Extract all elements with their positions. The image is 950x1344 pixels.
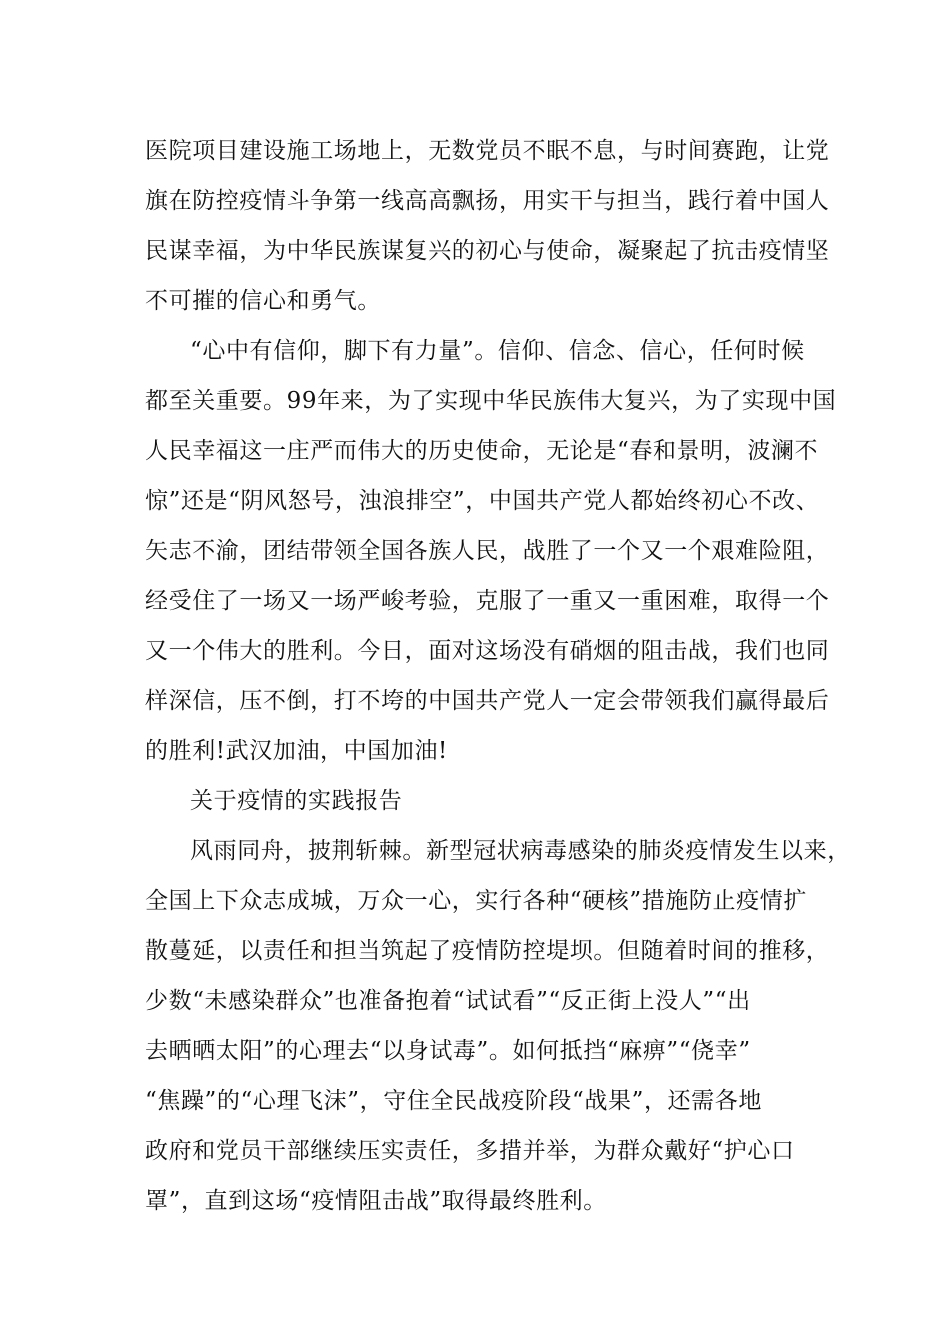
text-line-7: 人民幸福这一庄严而伟大的历史使命，无论是“春和景明，波澜不	[145, 438, 819, 464]
text-line-3: 民谋幸福，为中华民族谋复兴的初心与使命，凝聚起了抗击疫情坚	[145, 238, 830, 264]
paragraph-start-line-5: “心中有信仰，脚下有力量”。信仰、信念、信心，任何时候	[190, 338, 805, 364]
text-line-11: 又一个伟大的胜利。今日，面对这场没有硝烟的阻击战，我们也同	[145, 638, 830, 664]
text-line-20: “焦躁”的“心理飞沫”，守住全民战疫阶段“战果”，还需各地	[145, 1088, 762, 1114]
text-line-21: 政府和党员干部继续压实责任，多措并举，为群众戴好“护心口	[145, 1138, 795, 1164]
section-title: 关于疫情的实践报告	[190, 788, 403, 814]
paragraph-start-line-15: 风雨同舟，披荆斩棘。新型冠状病毒感染的肺炎疫情发生以来，	[190, 838, 851, 864]
text-line-22: 罩”，直到这场“疫情阻击战”取得最终胜利。	[145, 1188, 607, 1214]
text-line-19: 去晒晒太阳”的心理去“以身试毒”。如何抵挡“麻痹”“侥幸”	[145, 1038, 751, 1064]
text-line-6: 都至关重要。99年来，为了实现中华民族伟大复兴，为了实现中国	[145, 388, 837, 414]
text-line-16: 全国上下众志成城，万众一心，实行各种“硬核”措施防止疫情扩	[145, 888, 807, 914]
text-line-2: 旗在防控疫情斗争第一线高高飘扬，用实干与担当，践行着中国人	[145, 188, 830, 214]
text-line-12: 样深信，压不倒，打不垮的中国共产党人一定会带领我们赢得最后	[145, 688, 830, 714]
text-line-8: 惊”还是“阴风怒号，浊浪排空”，中国共产党人都始终初心不改、	[145, 488, 820, 514]
text-line-1: 医院项目建设施工场地上，无数党员不眠不息，与时间赛跑，让党	[145, 138, 830, 164]
text-line-17: 散蔓延，以责任和担当筑起了疫情防控堤坝。但随着时间的推移，	[145, 938, 830, 964]
text-line-10: 经受住了一场又一场严峻考验，克服了一重又一重困难，取得一个	[145, 588, 830, 614]
text-line-13: 的胜利!武汉加油，中国加油!	[145, 738, 448, 764]
text-line-4: 不可摧的信心和勇气。	[145, 288, 381, 314]
text-line-9: 矢志不渝，团结带领全国各族人民，战胜了一个又一个艰难险阻，	[145, 538, 830, 564]
text-line-18: 少数“未感染群众”也准备抱着“试试看”“反正街上没人”“出	[145, 988, 751, 1014]
